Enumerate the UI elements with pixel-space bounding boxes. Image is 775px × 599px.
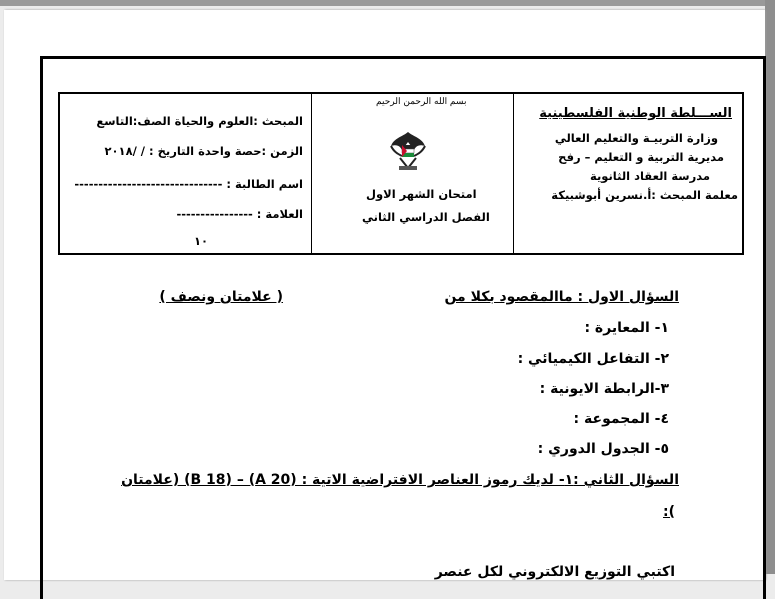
header-student-info [60, 94, 312, 253]
exam-name: امتحان الشهر الاول [366, 187, 477, 201]
school-name: مدرسة العقاد الثانوية [589, 169, 710, 183]
semester: الفصل الدراسي الثاني [362, 210, 490, 224]
teacher-name: معلمة المبحث :أ.نسرين أبوشبيكة [551, 188, 738, 202]
subject-line: المبحث :العلوم والحياة الصف:التاسع [96, 114, 303, 128]
directorate: مديرية التربية و التعليم – رفح [558, 150, 724, 164]
grade-line: العلامة : ---------------- [176, 207, 303, 221]
ministry: وزارة التربيـة والتعليم العالي [554, 131, 718, 145]
basmala: بسم الله الرحمن الرحيم [376, 97, 467, 107]
exam-header [58, 92, 744, 255]
window-top-edge [0, 0, 775, 6]
time-date-line: الزمن :حصة واحدة التاريخ : / /٢٠١٨ [104, 144, 303, 158]
scrollbar-track[interactable] [765, 0, 775, 574]
q2-continuation: ): [663, 504, 675, 520]
q1-item: ١- المعايرة : [584, 320, 669, 336]
q2-title: السؤال الثاني :١- لديك رموز العناصر الافتراضية الاتية : (A 20) – (B 18) (علامتان [121, 472, 679, 488]
authority-title: الســـلطة الوطنية الفلسطينية [539, 106, 732, 121]
q1-item: ٢- التفاعل الكيميائي : [517, 351, 669, 367]
header-institution [514, 94, 742, 253]
q1-item: ٤- المجموعة : [573, 411, 669, 427]
q1-item: ٥- الجدول الدوري : [537, 441, 669, 457]
q1-marks: ( علامتان ونصف ) [159, 289, 283, 305]
palestine-emblem-icon [388, 128, 428, 172]
q1-title: السؤال الاول : ماالمقصود بكلا من [444, 289, 679, 305]
q1-item: ٣-الرابطة الايونية : [539, 381, 669, 397]
header-center [312, 94, 514, 253]
student-name-line: اسم الطالبة : ------------------------------- [74, 177, 303, 191]
total-marks: ١٠ [194, 234, 209, 248]
q2-clipped-line: اكتبي التوزيع الالكتروني لكل عنصر [434, 564, 675, 580]
